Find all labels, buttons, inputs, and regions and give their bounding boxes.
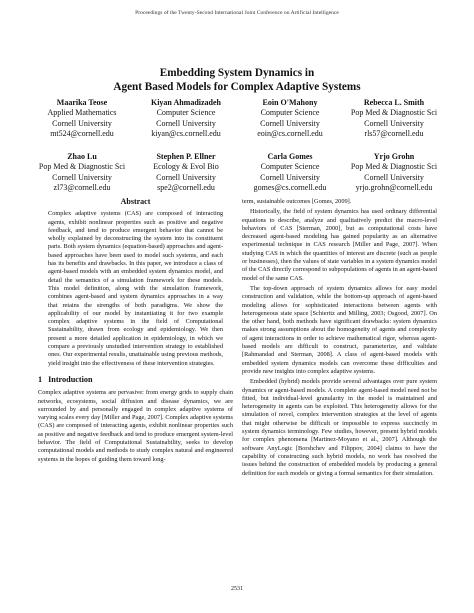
author-name: Kiyan Ahmadizadeh <box>150 98 221 107</box>
author-institution: Cornell University <box>52 172 112 182</box>
author-affiliation: Pop Med & Diagnostic Sci <box>350 162 438 172</box>
author-block <box>30 152 134 194</box>
author-email: rls57@cornell.edu <box>364 129 424 139</box>
author-email: mt524@cornell.edu <box>50 129 114 139</box>
author-affiliation: Pop Med & Diagnostic Sci <box>38 162 126 172</box>
author-institution: Cornell University <box>156 172 216 182</box>
author-affiliation: Applied Mathematics <box>47 108 117 118</box>
author-institution: Cornell University <box>364 118 424 128</box>
author-affiliation: Pop Med & Diagnostic Sci <box>350 108 438 118</box>
section-number: 1 <box>38 374 43 384</box>
author-institution: Cornell University <box>156 118 216 128</box>
author-affiliation: Computer Science <box>260 108 320 118</box>
author-institution: Cornell University <box>260 118 320 128</box>
author-institution: Cornell University <box>260 172 320 182</box>
right-paragraph-3: Embedded (hybrid) models provide several advantages over pure system dynamics or agent-based models. A complete agent-based model need not be fitted, but individual-level granularity in the model is maintained and heterogeneity in agents can be exploited. This heterogeneity allows for the simulation of novel, complex intervention strategies at the level of agents that might otherwise be difficult or impossible to express succinctly in system dynamics terminology. Few studies, however, present hybrid models for complex phenomena [Martinez-Moyano et al., 2007]. Although the software AnyLogic [Borshchev and Filippov, 2004] claims to have the capability of constructing such hybrid models, no work has resolved the issues behind the construction of embedded models by producing a general definition for such models or giving a formal semantics for their simulation. <box>242 378 437 477</box>
right-column <box>242 198 437 480</box>
author-block <box>238 152 342 194</box>
page-number: 2531 <box>231 586 243 592</box>
author-name: Rebecca L. Smith <box>363 98 425 107</box>
author-affiliation: Computer Science <box>260 162 320 172</box>
author-block <box>342 98 446 140</box>
title-line-2: Agent Based Models for Complex Adaptive Systems <box>113 80 361 93</box>
abstract-body <box>38 210 233 368</box>
title-line-1: Embedding System Dynamics in <box>159 67 315 79</box>
author-name: Eoin O'Mahony <box>262 98 318 107</box>
author-name: Carla Gomes <box>267 152 313 161</box>
right-paragraph-continued: term, sustainable outcomes [Gomes, 2009]. <box>242 198 352 205</box>
author-email: kiyan@cs.cornell.edu <box>151 129 221 139</box>
author-block <box>134 152 238 194</box>
author-block <box>30 98 134 140</box>
author-email: zl73@cornell.edu <box>53 183 111 193</box>
paper-title <box>0 67 474 94</box>
running-head: Proceedings of the Twenty-Second International Joint Conference on Artificial Intelligence <box>135 10 339 16</box>
abstract-heading: Abstract <box>120 197 151 206</box>
author-block <box>342 152 446 194</box>
abstract-text: Complex adaptive systems (CAS) are composed of interacting agents, exhibit nonlinear properties such as positive and negative feedback, and tend to produce emergent behavior that cannot be wholly explained by deconstructing the system into its constituent parts. Both system dynamics (equation-based) approaches and agent-based approaches have been used to model such systems, and each has its benefits and drawbacks. In this paper, we introduce a class of agent-based models with an embedded system dynamics model, and detail the semantics of a simulation framework for these models. This model definition, along with the simulation framework, combines agent-based and system dynamics approaches in a way that retains the strengths of both paradigms. We show the applicability of our model by instantiating it for two example complex adaptive systems in the field of Computational Sustainability, drawn from ecology and epidemiology. We then present a more detailed application in epidemiology, in which we compare a previously unstudied intervention strategy to established ones. Our experimental results, unattainable using previous methods, yield insight into the effectiveness of these intervention strategies. <box>48 210 223 367</box>
section-heading-introduction <box>38 376 233 384</box>
author-name: Yrjo Grohn <box>373 152 415 161</box>
author-institution: Cornell University <box>52 118 112 128</box>
author-name: Maarika Teose <box>56 98 108 107</box>
author-block <box>134 98 238 140</box>
intro-paragraph-1: Complex adaptive systems are pervasive: from energy grids to supply chain networks, ecosystems, social diffusion and disease dynamics, we are surrounded by and personally engaged in complex adaptive systems of varying scales every day [Miller and Page, 2007]. Complex adaptive systems (CAS) are composed of interacting agents, exhibit nonlinear properties such as positive and negative feedback and tend to produce emergent system-level behavior. The field of Computational Sustainability, seeks to develop computational models and methods to study complex natural and engineered systems in the hopes of guiding them toward long- <box>38 389 233 463</box>
right-paragraph-1: Historically, the field of system dynamics has used ordinary differential equations to describe, analyze and qualitatively predict the macro-level behaviors of CAS [Sterman, 2000], but as computational costs have decreased agent-based modeling has gained popularity as an alternative experimental technique in CAS research [Miller and Page, 2007]. When studying CAS in which the quantities of interest are discrete (such as people or businesses), then the values of state variables in a system dynamics model of the CAS directly correspond to subpopulations of agents in an agent-based model of the same CAS. <box>242 208 437 282</box>
author-email: gomes@cs.cornell.edu <box>253 183 327 193</box>
author-affiliation: Ecology & Evol Bio <box>153 162 219 172</box>
author-email: spe2@cornell.edu <box>157 183 215 193</box>
author-name: Zhao Lu <box>67 152 97 161</box>
author-institution: Cornell University <box>364 172 424 182</box>
right-paragraph-2: The top-down approach of system dynamics allows for easy model construction and validation, while the bottom-up approach of agent-based modeling allows for sophisticated interactions between agents with heterogeneous state space [Schieritz and Milling, 2003; Osgood, 2007]. On the other hand, both methods have significant drawbacks: system dynamics makes strong assumptions about the homogeneity of agents and complexity of agent interactions in order to achieve mathematical rigor, whereas agent-based models are difficult to construct, parameterize, and validate [Rahmandad and Sterman, 2008]. A class of agent-based models with embedded system dynamics models can overcome these difficulties and provide new insights into complex adaptive systems. <box>242 284 437 375</box>
author-name: Stephen P. Ellner <box>156 152 216 161</box>
author-block <box>238 98 342 140</box>
author-email: eoin@cs.cornell.edu <box>257 129 323 139</box>
author-affiliation: Computer Science <box>156 108 216 118</box>
section-title: Introduction <box>48 374 93 384</box>
author-email: yrjo.grohn@cornell.edu <box>355 183 433 193</box>
left-column <box>38 198 233 466</box>
